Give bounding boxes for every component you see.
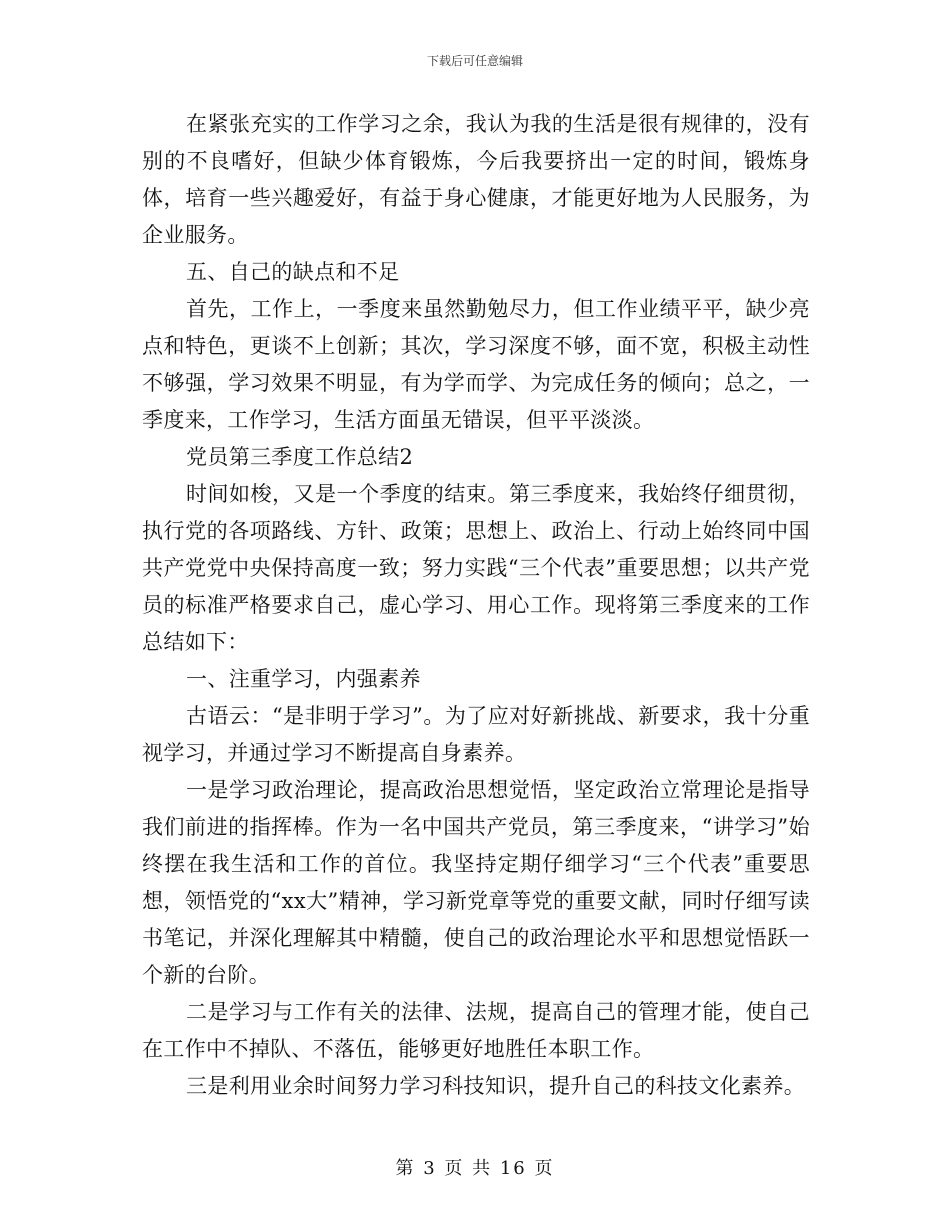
page-number-footer: 第 3 页 共 16 页 [395,1158,555,1179]
paragraph-political-theory: 一是学习政治理论，提高政治思想觉悟，坚定政治立常理论是指导我们前进的指挥棒。作为一名中国共产党员，第三季度来，“讲学习”始终摆在我生活和工作的首位。我坚持定期仔细学习“三个代表”重要思想，领悟党的“xx大”精神，学习新党章等党的重要文献，同时仔细写读书笔记，并深化理解其中精髓，使自己的政治理论水平和思想觉悟跃一个新的台阶。 [142,778,810,987]
paragraph-lifestyle: 在紧张充实的工作学习之余，我认为我的生活是很有规律的，没有别的不良嗜好，但缺少体育锻炼，今后我要挤出一定的时间，锻炼身体，培育一些兴趣爱好，有益于身心健康，才能更好地为人民服务，为企业服务。 [142,112,810,247]
paragraph-shortcomings: 首先，工作上，一季度来虽然勤勉尽力，但工作业绩平平，缺少亮点和特色，更谈不上创新；其次，学习深度不够，面不宽，积极主动性不够强，学习效果不明显，有为学而学、为完成任务的倾向；总之，一季度来，工作学习，生活方面虽无错误，但平平淡淡。 [142,297,810,432]
document-body [142,106,810,1105]
section-heading-shortcomings: 五、自己的缺点和不足 [186,260,400,284]
document-title-summary-2: 党员第三季度工作总结2 [186,445,414,469]
page-header-note: 下载后可任意编辑 [426,54,523,68]
section-heading-study: 一、注重学习，内强素养 [186,667,421,691]
paragraph-science: 三是利用业余时间努力学习科技知识，提升自己的科技文化素养。 [186,1074,806,1098]
paragraph-laws: 二是学习与工作有关的法律、法规，提高自己的管理才能，使自己在工作中不掉队、不落伍，能够更好地胜任本职工作。 [142,1000,810,1061]
paragraph-quote: 古语云：“是非明于学习”。为了应对好新挑战、新要求，我十分重视学习，并通过学习不断提高自身素养。 [142,704,810,765]
paragraph-intro: 时间如梭，又是一个季度的结束。第三季度来，我始终仔细贯彻，执行党的各项路线、方针、政策；思想上、政治上、行动上始终同中国共产党党中央保持高度一致；努力实践“三个代表”重要思想；以共产党员的标准严格要求自己，虚心学习、用心工作。现将第三季度来的工作总结如下： [142,482,810,654]
